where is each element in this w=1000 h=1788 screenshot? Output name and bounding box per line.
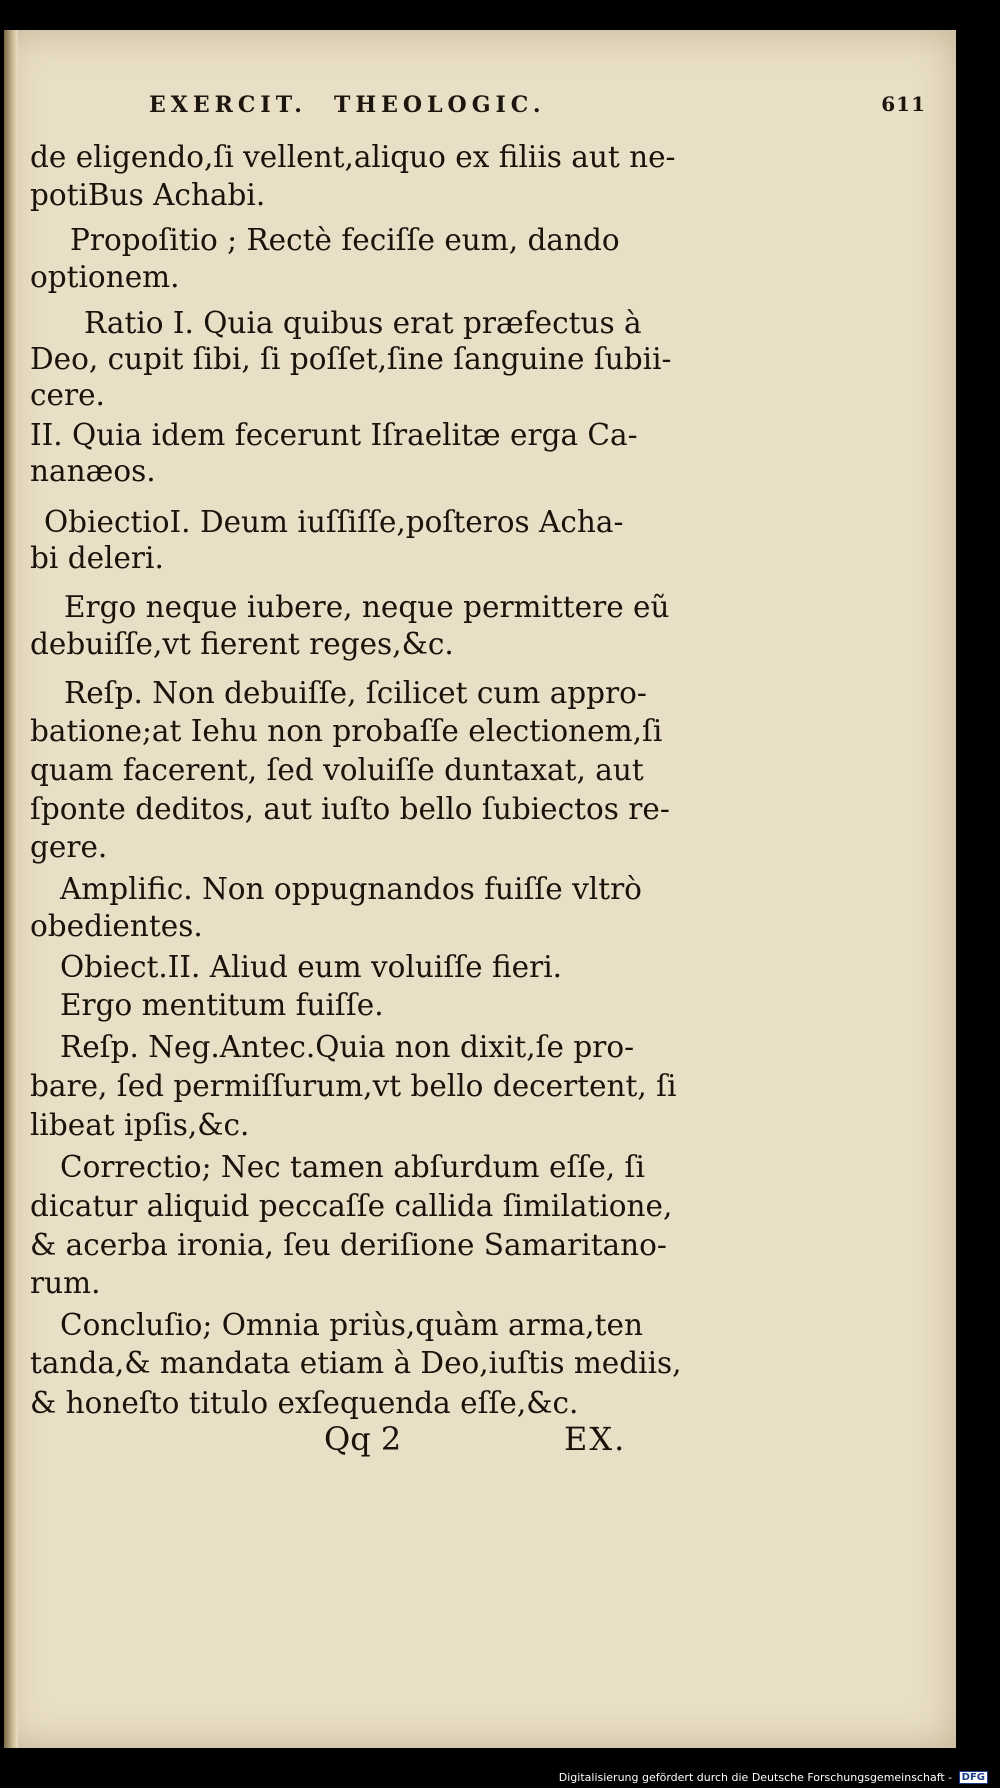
text-line: dicatur aliquid peccaſſe callida ſimilatione, xyxy=(30,1189,673,1223)
signature-mark: Qq 2 xyxy=(324,1420,402,1458)
text-line: Deo, cupit ſibi, ſi poſſet,ſine ſanguine ſubii- xyxy=(30,342,672,376)
text-line: optionem. xyxy=(30,260,180,294)
text-line: II. Quia idem fecerunt Iſraelitæ erga Ca- xyxy=(30,418,638,452)
text-line: & acerba ironia, ſeu deriſione Samaritano- xyxy=(30,1228,667,1262)
text-line: & honeſto titulo exſequenda eſſe,&c. xyxy=(30,1386,579,1420)
book-page xyxy=(4,30,956,1748)
text-line: bi deleri. xyxy=(30,541,164,575)
text-line: batione;at Iehu non probaſſe electionem,ſi xyxy=(30,714,663,748)
text-line: Propoſitio ; Rectè feciſſe eum, dando xyxy=(70,223,620,257)
text-line: gere. xyxy=(30,830,108,864)
text-line: Ergo mentitum fuiſſe. xyxy=(60,988,384,1022)
text-line: potiBus Achabi. xyxy=(30,178,266,212)
text-line: Concluſio; Omnia priùs,quàm arma,ten xyxy=(60,1308,643,1342)
text-line: Reſp. Neg.Antec.Quia non dixit,ſe pro- xyxy=(60,1030,635,1064)
running-head-left: EXERCIT. xyxy=(149,92,307,118)
page-number: 611 xyxy=(881,92,926,116)
text-line: Reſp. Non debuiſſe, ſcilicet cum appro- xyxy=(64,676,647,710)
text-line: Obiect.II. Aliud eum voluiſſe fieri. xyxy=(60,950,563,984)
text-line: ſponte deditos, aut iuſto bello ſubiectos re- xyxy=(30,792,670,826)
text-line: Ergo neque iubere, neque permittere eũ xyxy=(64,590,670,624)
text-line: bare, ſed permiſſurum,vt bello decertent, ſi xyxy=(30,1069,677,1103)
text-line: rum. xyxy=(30,1266,101,1300)
text-line: quam facerent, ſed voluiſſe duntaxat, aut xyxy=(30,753,644,787)
text-line: cere. xyxy=(30,378,105,412)
text-line: Ratio I. Quia quibus erat præfectus à xyxy=(84,306,642,340)
text-line: tanda,& mandata etiam à Deo,iuſtis mediis, xyxy=(30,1346,682,1380)
running-head-right: THEOLOGIC. xyxy=(334,92,546,118)
text-line: libeat ipſis,&c. xyxy=(30,1108,250,1142)
credit-text: Digitalisierung gefördert durch die Deutsche Forschungsgemeinschaft - xyxy=(558,1770,953,1784)
body-text xyxy=(4,138,956,1418)
text-line: obedientes. xyxy=(30,909,203,943)
running-header xyxy=(149,92,926,126)
text-line: nanæos. xyxy=(30,454,156,488)
text-line: ObiectioI. Deum iuſſiſſe,poſteros Acha- xyxy=(44,505,624,539)
text-line: Correctio; Nec tamen abſurdum eſſe, ſi xyxy=(60,1150,645,1184)
page-footer xyxy=(4,1420,956,1466)
dfg-logo-icon: DFG xyxy=(959,1771,988,1784)
catchword: EX. xyxy=(564,1420,627,1458)
text-line: de eligendo,ſi vellent,aliquo ex filiis aut ne- xyxy=(30,140,676,174)
text-line: Amplific. Non oppugnandos fuiſſe vltrò xyxy=(60,872,642,906)
digitization-credit xyxy=(559,1771,988,1785)
text-line: debuiſſe,vt fierent reges,&c. xyxy=(30,627,454,661)
